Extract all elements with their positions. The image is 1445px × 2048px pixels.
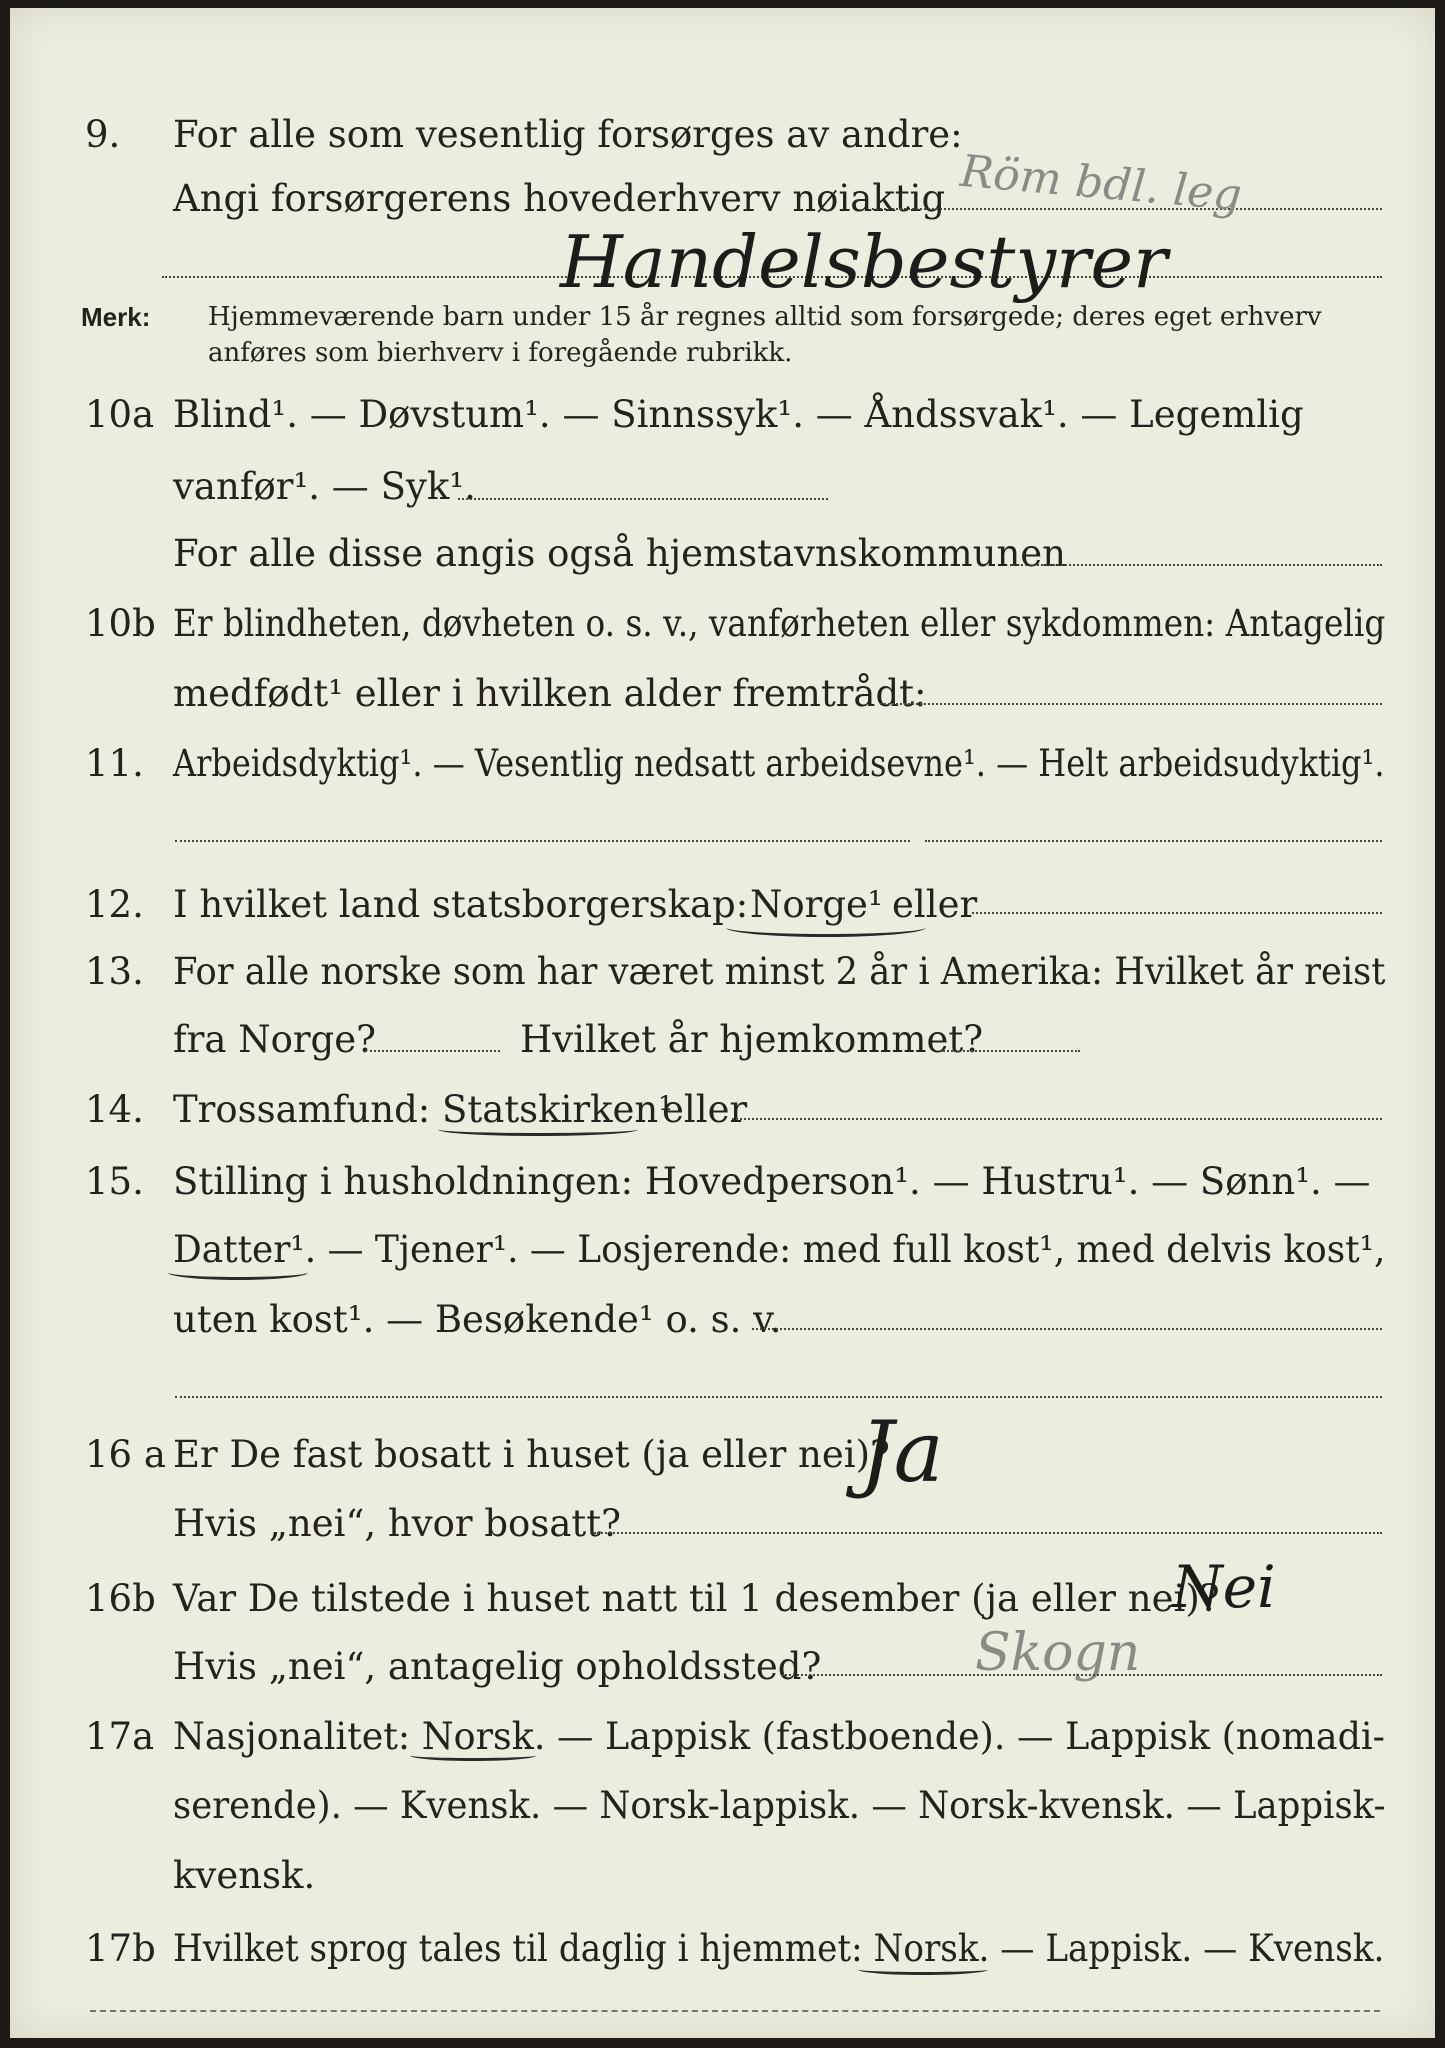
q12-underline-mark	[726, 918, 926, 937]
q15-text-line3: uten kost¹. — Besøkende¹ o. s. v.	[173, 1298, 782, 1341]
q17a-underline-mark	[410, 1750, 536, 1761]
q15-text-line1: Stilling i husholdningen: Hovedperson¹. — Hustru¹. — Sønn¹. —	[173, 1160, 1371, 1203]
q11-answer-line-2	[925, 840, 1382, 842]
q9-text-line2: Angi forsørgerens hovederhverv nøiaktig	[173, 177, 946, 220]
q10b-number: 10b	[85, 602, 156, 645]
q12-answer-line	[972, 912, 1382, 914]
q9-pencil-note: Röm bdl. leg	[958, 145, 1244, 222]
q10a-text-line3: For alle disse angis også hjemstavnskommunen	[173, 532, 1067, 575]
q17b-text-line1: Hvilket sprog tales til daglig i hjemmet: Norsk. — Lappisk. — Kvensk.	[173, 1927, 1385, 1970]
q17a-text-line2: serende). — Kvensk. — Norsk-lappisk. — Norsk-kvensk. — Lappisk-	[173, 1784, 1386, 1827]
q12-tail: eller	[892, 883, 978, 926]
q15-answer-line-2	[175, 1396, 1382, 1398]
q9-number: 9.	[85, 113, 121, 156]
q17a-number: 17a	[85, 1715, 155, 1758]
q12-text-line1: I hvilket land statsborgerskap:	[173, 883, 749, 926]
q16a-text-line1: Er De fast bosatt i huset (ja eller nei)?	[173, 1433, 890, 1476]
q13-number: 13.	[85, 950, 144, 993]
q14-number: 14.	[85, 1088, 144, 1131]
q11-answer-line-1	[175, 840, 910, 842]
q17a-text-line3: kvensk.	[173, 1854, 316, 1897]
q14-option-statskirken: Statskirken¹	[442, 1088, 674, 1131]
q15-text-line2: Datter¹. — Tjener¹. — Losjerende: med full kost¹, med delvis kost¹,	[173, 1228, 1386, 1271]
q16b-text-line2: Hvis „nei“, antagelig opholdssted?	[173, 1645, 822, 1688]
q15-answer-line-1	[752, 1328, 1382, 1330]
census-form-page	[10, 8, 1435, 2038]
q9-text-line1: For alle som vesentlig forsørges av andre:	[173, 113, 963, 156]
bottom-rule	[90, 2010, 1380, 2012]
q16b-answer: Nei	[1172, 1553, 1276, 1621]
q12-number: 12.	[85, 883, 144, 926]
q16a-text-line2: Hvis „nei“, hvor bosatt?	[173, 1502, 621, 1545]
q10b-text-line1: Er blindheten, døvheten o. s. v., vanførheten eller sykdommen: Antagelig	[173, 602, 1386, 645]
merk-text-line1: Hjemmeværende barn under 15 år regnes alltid som forsørgede; deres eget erhverv	[208, 302, 1322, 332]
q16b-pencil-answer: Skogn	[975, 1623, 1141, 1683]
q12-option-norge: Norge¹	[750, 883, 883, 926]
merk-label: Merk:	[81, 302, 151, 332]
q10a-text-line2: vanfør¹. — Syk¹.	[173, 465, 476, 508]
q14-text-line1: Trossamfund:	[173, 1088, 431, 1131]
q16b-answer-line	[782, 1674, 1382, 1676]
q14-underline-mark	[438, 1123, 638, 1136]
q16b-number: 16b	[85, 1577, 156, 1620]
q11-number: 11.	[85, 742, 144, 785]
q14-tail: eller	[662, 1088, 748, 1131]
q14-answer-line	[732, 1118, 1382, 1120]
q15-number: 15.	[85, 1160, 144, 1203]
q13-answer-line-1	[365, 1050, 500, 1052]
q16a-number: 16 a	[85, 1433, 166, 1476]
q10a-text-line1: Blind¹. — Døvstum¹. — Sinnssyk¹. — Åndssvak¹. — Legemlig	[173, 393, 1304, 436]
q13-text-line2b: Hvilket år hjemkommet?	[520, 1018, 984, 1061]
q13-answer-line-2	[940, 1050, 1080, 1052]
q16a-answer-line	[594, 1532, 1382, 1534]
q11-text-line1: Arbeidsdyktig¹. — Vesentlig nedsatt arbeidsevne¹. — Helt arbeidsudyktig¹.	[173, 742, 1385, 785]
q9-answer: Handelsbestyrer	[560, 220, 1168, 304]
q10b-answer-line	[880, 703, 1382, 705]
q15-underline-mark	[168, 1265, 308, 1280]
q10a-number: 10a	[85, 393, 155, 436]
q10a-answer-line-2	[1010, 564, 1382, 566]
q17b-underline-mark	[858, 1964, 988, 1975]
q10a-answer-line-1	[458, 498, 828, 500]
q16b-text-line1: Var De tilstede i huset natt til 1 desember (ja eller nei)?	[173, 1577, 1220, 1620]
q13-text-line1: For alle norske som har været minst 2 år i Amerika: Hvilket år reist	[173, 950, 1386, 993]
q17a-text-line1: Nasjonalitet: Norsk. — Lappisk (fastboende). — Lappisk (nomadi-	[173, 1715, 1385, 1758]
merk-text-line2: anføres som bierhverv i foregående rubrikk.	[208, 338, 793, 368]
q16a-answer: Ja	[860, 1403, 944, 1501]
q17b-number: 17b	[85, 1927, 156, 1970]
q13-text-line2a: fra Norge?	[173, 1018, 376, 1061]
q10b-text-line2: medfødt¹ eller i hvilken alder fremtrådt:	[173, 672, 927, 715]
